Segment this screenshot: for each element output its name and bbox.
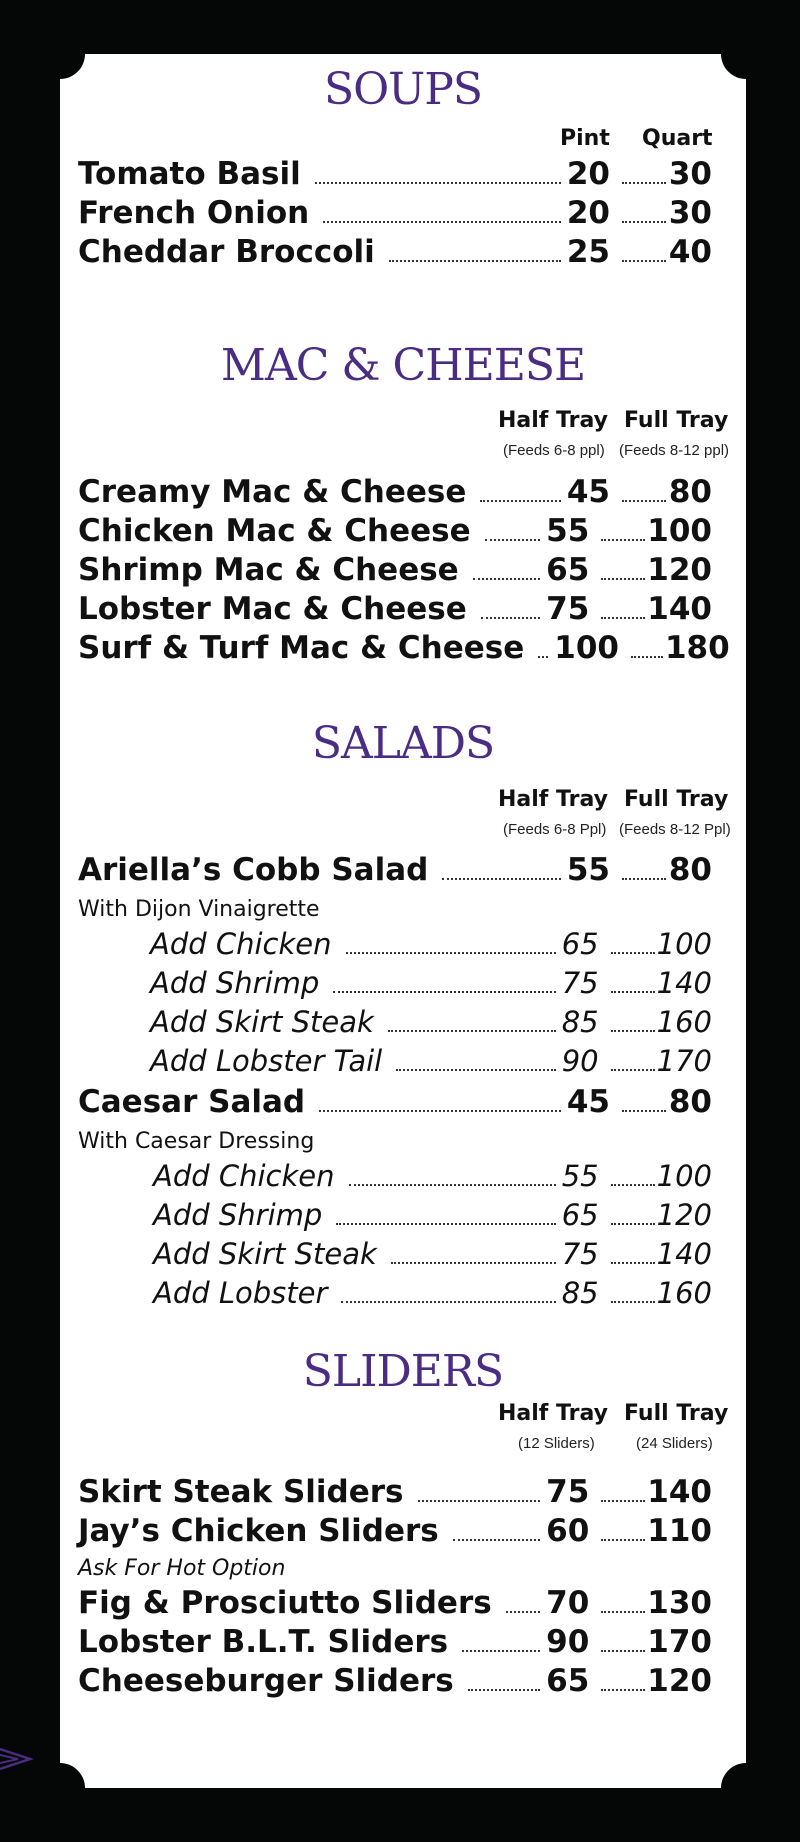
item-price-large: 30: [668, 195, 712, 231]
item-name: Creamy Mac & Cheese: [78, 474, 467, 510]
addon-price-full: 100: [656, 927, 712, 961]
item-price-large: 40: [668, 234, 712, 270]
addon-name: Add Chicken: [150, 927, 332, 961]
addon-price-full: 170: [656, 1044, 712, 1078]
item-price-full: 110: [647, 1513, 712, 1549]
item-price-full: 80: [668, 1084, 712, 1120]
sliders-col-full-sub: (24 Sliders): [636, 1435, 713, 1452]
addon-price-half: 85: [561, 1005, 599, 1039]
addon-name: Add Chicken: [153, 1159, 335, 1193]
item-price-full: 140: [647, 1474, 712, 1510]
salads-col-full: Full Tray: [624, 787, 729, 812]
item-name: Lobster B.L.T. Sliders: [78, 1624, 449, 1660]
salads-title: SALADS: [311, 718, 495, 769]
item-price-half: 75: [546, 1474, 590, 1510]
item-price-half: 60: [546, 1513, 590, 1549]
item-price-half: 90: [546, 1624, 590, 1660]
menu-item-row: [78, 630, 730, 666]
addon-name: Add Skirt Steak: [153, 1237, 377, 1271]
salads-col-half-sub: (Feeds 6-8 Ppl): [503, 821, 607, 838]
menu-item-row: [78, 156, 712, 192]
item-price-half: 55: [546, 513, 590, 549]
item-note: With Dijon Vinaigrette: [78, 897, 320, 922]
addon-name: Add Shrimp: [153, 1198, 323, 1232]
item-price-half: 75: [546, 591, 590, 627]
item-price-small: 25: [566, 234, 610, 270]
item-price-full: 170: [647, 1624, 712, 1660]
addon-price-full: 140: [656, 966, 712, 1000]
item-price-half: 45: [566, 1084, 610, 1120]
item-price-small: 20: [566, 195, 610, 231]
salads-col-half: Half Tray: [498, 787, 608, 812]
item-price-half: 55: [566, 852, 610, 888]
item-price-half: 100: [554, 630, 619, 666]
item-name: Lobster Mac & Cheese: [78, 591, 467, 627]
item-name: Ariella’s Cobb Salad: [78, 852, 429, 888]
mac-col-half: Half Tray: [498, 408, 608, 433]
addon-price-full: 160: [656, 1005, 712, 1039]
menu-item-row: [78, 513, 712, 549]
addon-price-half: 75: [561, 1237, 599, 1271]
item-price-full: 100: [647, 513, 712, 549]
item-name: Chicken Mac & Cheese: [78, 513, 471, 549]
menu-item-row: [78, 552, 712, 588]
mac-title: MAC & CHEESE: [220, 340, 586, 391]
item-price-full: 130: [647, 1585, 712, 1621]
corner-notch: [35, 1763, 85, 1813]
menu-item-row: [78, 234, 712, 270]
item-price-full: 80: [668, 852, 712, 888]
soups-col-pint: Pint: [560, 126, 610, 151]
item-name: Cheddar Broccoli: [78, 234, 375, 270]
item-price-large: 30: [668, 156, 712, 192]
addon-name: Add Skirt Steak: [150, 1005, 374, 1039]
soups-title: SOUPS: [323, 64, 483, 115]
item-price-full: 120: [647, 1663, 712, 1699]
soups-col-quart: Quart: [642, 126, 713, 151]
item-name: Skirt Steak Sliders: [78, 1474, 404, 1510]
item-note: Ask For Hot Option: [78, 1556, 286, 1581]
salads-col-full-sub: (Feeds 8-12 Ppl): [619, 821, 731, 838]
item-name: Fig & Prosciutto Sliders: [78, 1585, 492, 1621]
item-name: Jay’s Chicken Sliders: [78, 1513, 439, 1549]
addon-name: Add Lobster: [153, 1276, 328, 1310]
sliders-col-half-sub: (12 Sliders): [518, 1435, 595, 1452]
menu-item-row: [78, 852, 712, 888]
addon-price-half: 90: [561, 1044, 599, 1078]
addon-price-half: 75: [561, 966, 599, 1000]
addon-row: [150, 1004, 712, 1040]
item-price-full: 180: [664, 630, 730, 666]
addon-price-full: 120: [656, 1198, 712, 1232]
item-price-small: 20: [566, 156, 610, 192]
addon-price-half: 65: [561, 1198, 599, 1232]
item-name: Tomato Basil: [78, 156, 301, 192]
corner-notch: [721, 1763, 771, 1813]
menu-item-row: [78, 1585, 712, 1621]
addon-row: [150, 1043, 712, 1079]
addon-row: [150, 965, 712, 1001]
addon-price-half: 85: [561, 1276, 599, 1310]
addon-price-full: 140: [656, 1237, 712, 1271]
menu-item-row: [78, 1624, 712, 1660]
addon-row: [153, 1275, 712, 1311]
item-price-half: 65: [546, 1663, 590, 1699]
item-price-full: 80: [668, 474, 712, 510]
addon-price-full: 100: [656, 1159, 712, 1193]
menu-item-row: [78, 1663, 712, 1699]
item-price-half: 65: [546, 552, 590, 588]
addon-row: [153, 1236, 712, 1272]
mac-col-half-sub: (Feeds 6-8 ppl): [503, 442, 605, 459]
addon-price-half: 55: [561, 1159, 599, 1193]
mac-col-full-sub: (Feeds 8-12 ppl): [619, 442, 730, 459]
menu-item-row: [78, 195, 712, 231]
decorative-leaf-icon: [0, 1745, 36, 1775]
addon-row: [153, 1197, 712, 1233]
menu-item-row: [78, 474, 712, 510]
item-price-half: 45: [566, 474, 610, 510]
addon-name: Add Shrimp: [150, 966, 320, 1000]
sliders-title: SLIDERS: [302, 1346, 504, 1397]
addon-name: Add Lobster Tail: [150, 1044, 383, 1078]
item-name: Surf & Turf Mac & Cheese: [78, 630, 525, 666]
item-price-full: 120: [647, 552, 712, 588]
addon-row: [153, 1158, 712, 1194]
mac-col-full: Full Tray: [624, 408, 729, 433]
menu-item-row: [78, 1084, 712, 1120]
item-price-full: 140: [647, 591, 712, 627]
addon-price-half: 65: [561, 927, 599, 961]
item-price-half: 70: [546, 1585, 590, 1621]
addon-price-full: 160: [656, 1276, 712, 1310]
addon-row: [150, 926, 712, 962]
menu-item-row: [78, 591, 712, 627]
sliders-col-full: Full Tray: [624, 1401, 729, 1426]
menu-card: [60, 54, 746, 1788]
menu-item-row: [78, 1513, 712, 1549]
item-name: Caesar Salad: [78, 1084, 306, 1120]
item-name: Shrimp Mac & Cheese: [78, 552, 459, 588]
menu-item-row: [78, 1474, 712, 1510]
sliders-col-half: Half Tray: [498, 1401, 608, 1426]
item-note: With Caesar Dressing: [78, 1129, 315, 1154]
item-name: Cheeseburger Sliders: [78, 1663, 454, 1699]
item-name: French Onion: [78, 195, 310, 231]
